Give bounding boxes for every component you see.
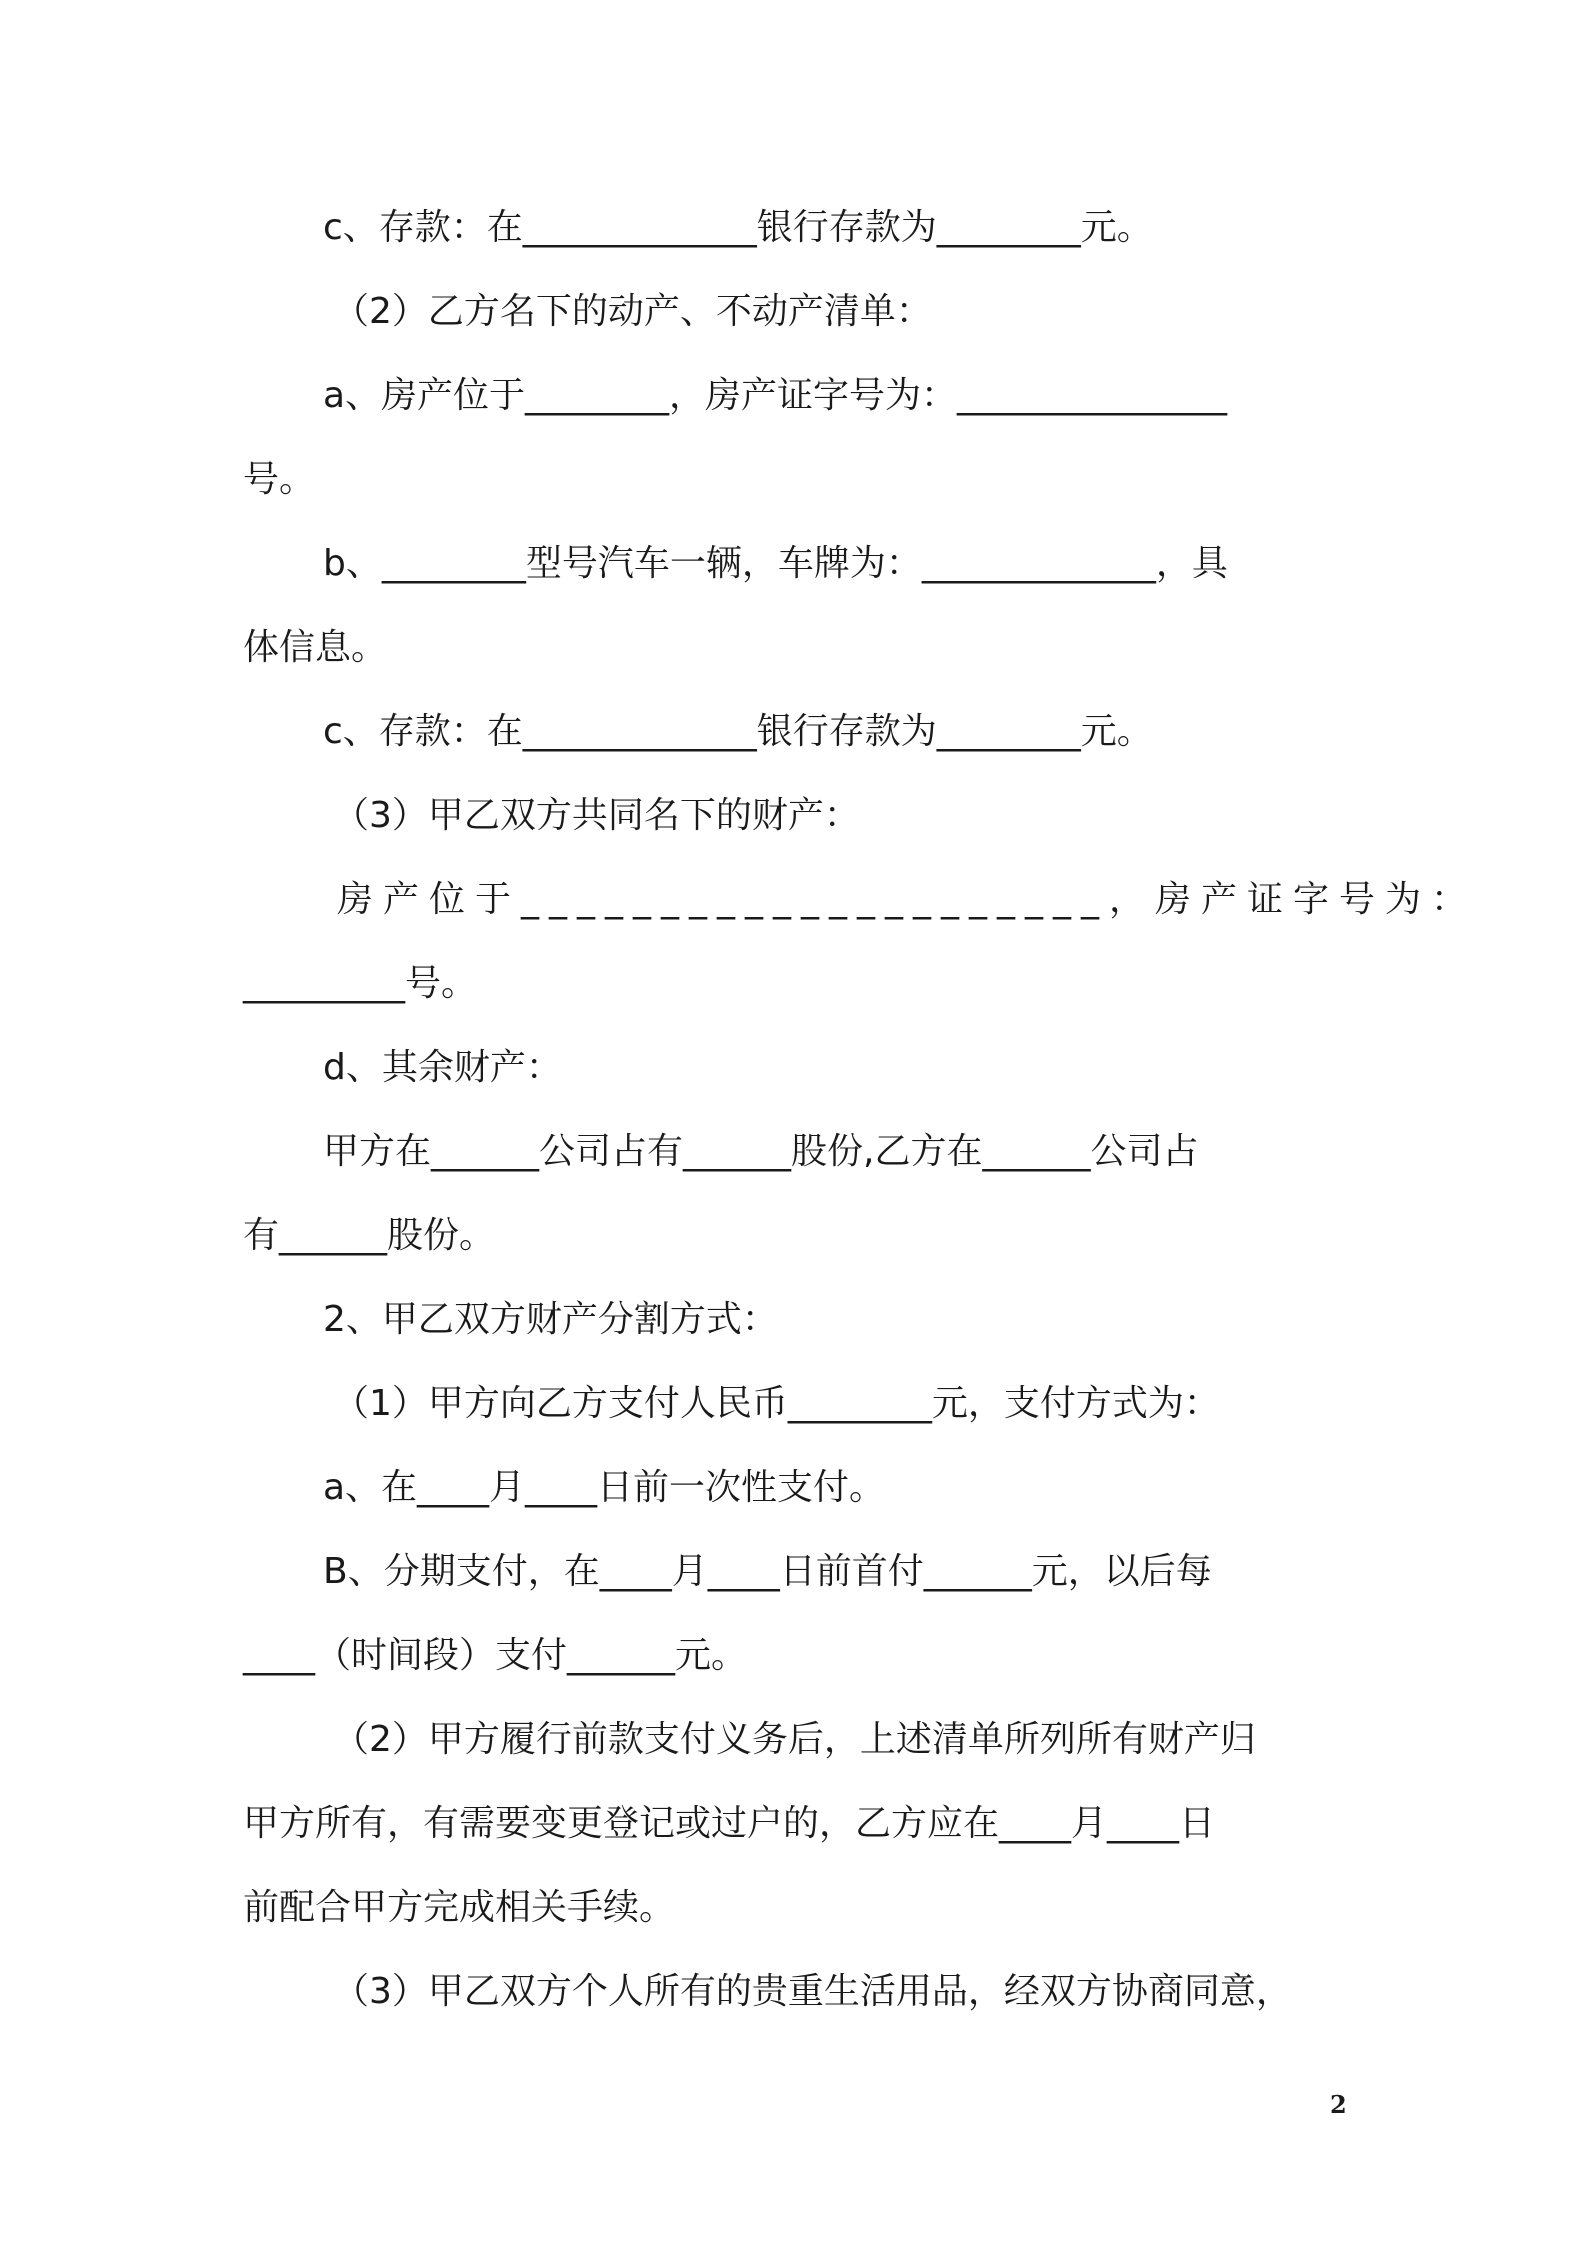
- text-line: （3）甲乙双方个人所有的贵重生活用品，经双方协商同意，: [333, 1971, 1292, 2012]
- text-line: 2、甲乙双方财产分割方式：: [323, 1299, 778, 1340]
- text-line: a、房产位于________，房产证字号为：_______________: [323, 375, 1228, 416]
- text-line: c、存款：在_____________银行存款为________元。: [323, 711, 1153, 752]
- text-line: ____（时间段）支付______元。: [243, 1635, 748, 1676]
- text-line: （3）甲乙双方共同名下的财产：: [333, 795, 860, 836]
- text-line: （2）甲方履行前款支付义务后，上述清单所列所有财产归: [333, 1719, 1256, 1760]
- text-line: d、其余财产：: [323, 1047, 562, 1088]
- text-line: 前配合甲方完成相关手续。: [243, 1887, 676, 1928]
- text-line: 房产位于_____________________，房产证字号为：: [337, 879, 1478, 920]
- text-line: 甲方所有，有需要变更登记或过户的，乙方应在____月____日: [243, 1803, 1216, 1844]
- text-line: （1）甲方向乙方支付人民币________元，支付方式为：: [333, 1383, 1220, 1424]
- text-line: 号。: [243, 459, 316, 500]
- text-line: c、存款：在_____________银行存款为________元。: [323, 207, 1153, 248]
- page-number: 2: [1330, 2090, 1347, 2119]
- text-line: _________号。: [243, 963, 478, 1004]
- text-line: 有______股份。: [243, 1215, 496, 1256]
- text-line: B、分期支付，在____月____日前首付______元，以后每: [323, 1551, 1212, 1592]
- text-line: a、在____月____日前一次性支付。: [323, 1467, 886, 1508]
- text-line: 甲方在______公司占有______股份,乙方在______公司占: [323, 1131, 1199, 1172]
- text-line: 体信息。: [243, 627, 388, 668]
- text-line: b、________型号汽车一辆，车牌为：_____________，具: [323, 543, 1228, 584]
- text-line: （2）乙方名下的动产、不动产清单：: [333, 291, 932, 332]
